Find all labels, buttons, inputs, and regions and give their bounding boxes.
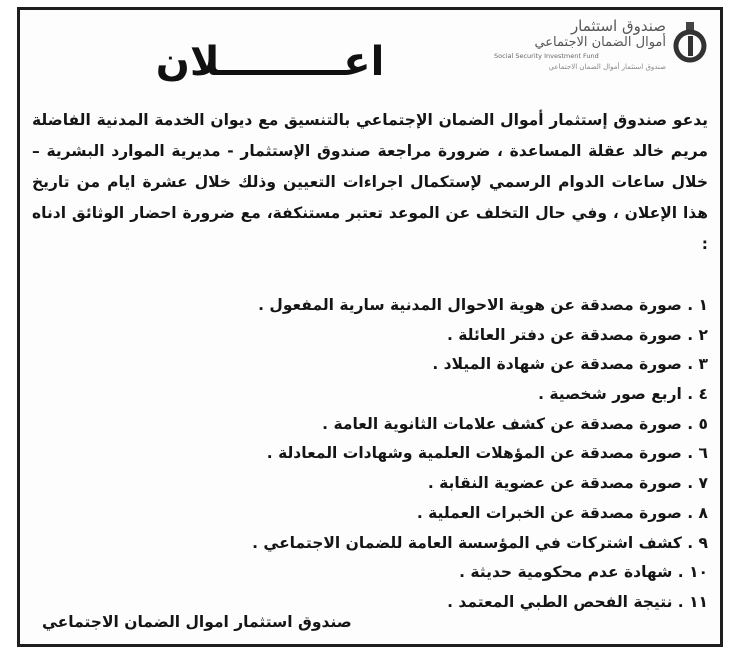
fund-logo-icon: [672, 22, 708, 68]
logo-name-small: صندوق استثمار أموال الضمان الاجتماعي: [548, 63, 666, 71]
announcement-frame: [17, 7, 723, 647]
list-item: ٩ . كشف اشتركات في المؤسسة العامة للضمان الاجتماعي .: [252, 533, 708, 552]
list-item: ٢ . صورة مصدقة عن دفتر العائلة .: [446, 325, 708, 344]
list-item: ٧ . صورة مصدقة عن عضوية النقابة .: [427, 474, 708, 493]
list-item: ٦ . صورة مصدقة عن المؤهلات العلمية وشهادات المعادلة .: [266, 444, 708, 463]
logo-name-line2: أموال الضمان الاجتماعي: [534, 35, 666, 50]
logo-name-english: Social Security Investment Fund: [494, 52, 599, 60]
announcement-title: اعـــــــــلان: [155, 39, 385, 85]
announcement-body: يدعو صندوق إستثمار أموال الضمان الإجتماعي بالتنسيق مع ديوان الخدمة المدنية الفاضلة مريم خالد عقلة المساعدة ، ضرورة مراجعة صندوق الإستثمار - مديرية الموارد البشرية – خلال ساعات الدوام الرسمي لإستكمال اجراءات التعيين وذلك خلال عشرة ايام من تاريخ هذا الإعلان ، وفي حال التخلف عن الموعد تعتبر مستنكفة، مع ضرورة احضار الوثائق ادناه :: [32, 111, 708, 253]
logo-name-line1: صندوق استثمار: [570, 17, 666, 35]
list-item: ٣ . صورة مصدقة عن شهادة الميلاد .: [432, 355, 708, 374]
fund-logo-text: [494, 18, 666, 72]
fund-logo: [494, 18, 708, 94]
list-item: ٥ . صورة مصدقة عن كشف علامات الثانوية العامة .: [322, 414, 708, 433]
list-item: ١ . صورة مصدقة عن هوية الاحوال المدنية سارية المفعول .: [258, 296, 708, 314]
required-documents-list: [32, 291, 708, 618]
list-item: ٨ . صورة مصدقة عن الخبرات العملية .: [416, 503, 708, 522]
list-item: ١٠ . شهادة عدم محكومية حديثة .: [459, 563, 708, 582]
list-item: ١١ . نتيجة الفحص الطبي المعتمد .: [447, 592, 708, 611]
signature: صندوق استثمار اموال الضمان الاجتماعي: [42, 613, 352, 631]
list-item: ٤ . اربع صور شخصية .: [538, 385, 708, 404]
